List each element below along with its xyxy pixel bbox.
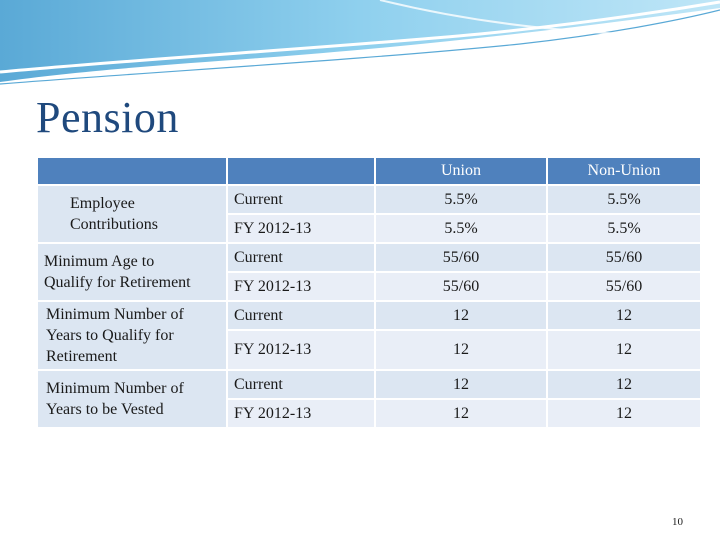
- table-row: [38, 302, 700, 329]
- table-row: [38, 186, 700, 213]
- union-value-cell: 12: [376, 331, 546, 369]
- header-cell-union: Union: [376, 158, 546, 184]
- non-union-value-cell: 12: [548, 371, 700, 398]
- union-value-cell: 55/60: [376, 273, 546, 300]
- non-union-value-cell: 5.5%: [548, 186, 700, 213]
- union-value-cell: 55/60: [376, 244, 546, 271]
- union-value-cell: 12: [376, 400, 546, 427]
- period-cell: FY 2012-13: [228, 215, 374, 242]
- non-union-value-cell: 55/60: [548, 273, 700, 300]
- union-value-cell: 5.5%: [376, 215, 546, 242]
- group-label-years-to-qualify: Minimum Number of Years to Qualify for Retirement: [38, 302, 226, 369]
- union-value-cell: 5.5%: [376, 186, 546, 213]
- non-union-value-cell: 55/60: [548, 244, 700, 271]
- period-cell: Current: [228, 302, 374, 329]
- table-row: [38, 244, 700, 271]
- header-cell-blank-1: [38, 158, 226, 184]
- period-cell: FY 2012-13: [228, 273, 374, 300]
- period-cell: Current: [228, 186, 374, 213]
- group-label-years-to-be-vested: Minimum Number of Years to be Vested: [38, 371, 226, 427]
- non-union-value-cell: 5.5%: [548, 215, 700, 242]
- group-label-minimum-age: Minimum Age to Qualify for Retirement: [38, 244, 226, 300]
- header-cell-non-union: Non-Union: [548, 158, 700, 184]
- group-label-employee-contributions: Employee Contributions: [38, 186, 226, 242]
- header-wave-decoration: [0, 0, 720, 90]
- non-union-value-cell: 12: [548, 400, 700, 427]
- non-union-value-cell: 12: [548, 302, 700, 329]
- page-number: 10: [672, 516, 683, 528]
- period-cell: FY 2012-13: [228, 331, 374, 369]
- table-row: [38, 371, 700, 398]
- table-header-row: [38, 158, 700, 184]
- pension-table: [36, 156, 702, 429]
- period-cell: Current: [228, 371, 374, 398]
- union-value-cell: 12: [376, 302, 546, 329]
- union-value-cell: 12: [376, 371, 546, 398]
- slide-title: Pension: [36, 93, 179, 142]
- header-cell-blank-2: [228, 158, 374, 184]
- period-cell: FY 2012-13: [228, 400, 374, 427]
- non-union-value-cell: 12: [548, 331, 700, 369]
- period-cell: Current: [228, 244, 374, 271]
